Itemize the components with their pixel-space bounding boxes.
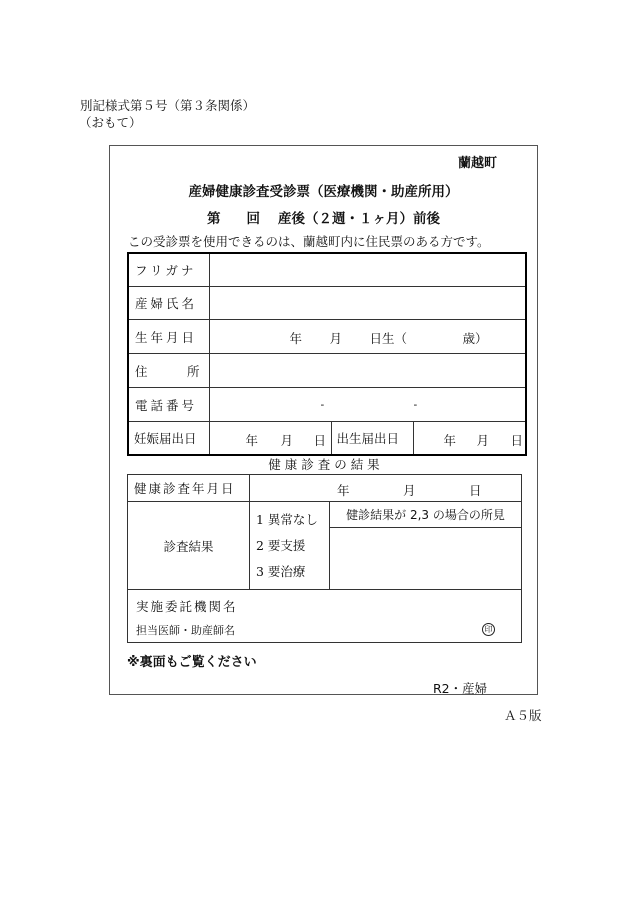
- pregnancy-report-date-field[interactable]: 年 月 日: [209, 422, 331, 456]
- findings-label: 健診結果が 2,3 の場合の所見: [330, 502, 522, 528]
- phone-field[interactable]: [209, 388, 526, 422]
- table-row: [128, 253, 526, 287]
- phone-label: 電話番号: [128, 388, 209, 422]
- subtitle-prefix: 第: [207, 211, 221, 227]
- seal-mark: 印: [482, 623, 495, 636]
- birth-year-unit: 年: [289, 331, 303, 346]
- results-table: [127, 474, 522, 643]
- birthdate-field[interactable]: [209, 320, 526, 354]
- birth-age-unit: 歳）: [462, 331, 488, 346]
- birthdate-label: 生年月日: [128, 320, 209, 354]
- card-title: 産婦健康診査受診票（医療機関・助産所用）: [188, 184, 459, 200]
- birth-month-unit: 月: [329, 331, 343, 346]
- exam-date-field[interactable]: 年 月 日: [250, 475, 522, 502]
- paper-size: Ａ５版: [504, 708, 542, 723]
- address-field[interactable]: [209, 354, 526, 388]
- phone-sep-2: -: [413, 398, 418, 411]
- result-options[interactable]: [250, 502, 330, 590]
- birth-report-date-field[interactable]: 年 月 日: [413, 422, 526, 456]
- table-row: [128, 590, 522, 643]
- town-name: 蘭越町: [458, 156, 498, 171]
- furigana-label: フリガナ: [128, 253, 209, 287]
- institution-cell[interactable]: [128, 590, 522, 643]
- name-label: 産婦氏名: [128, 287, 209, 320]
- form-code: R2・産婦: [433, 681, 488, 696]
- results-heading: 健 康 診 査 の 結 果: [268, 457, 380, 472]
- result-option-normal[interactable]: 1 異常なし: [256, 511, 318, 527]
- table-row: [128, 287, 526, 320]
- pregnancy-report-label: 妊娠届出日: [128, 422, 209, 456]
- result-option-support[interactable]: 2 要支援: [256, 537, 306, 553]
- table-row: [128, 475, 522, 502]
- back-side-note: ※裏面もご覧ください: [127, 655, 257, 670]
- table-row: [128, 320, 526, 354]
- table-row: [128, 354, 526, 388]
- exam-date-label: 健康診査年月日: [128, 475, 250, 502]
- table-row: [128, 422, 526, 456]
- form-side: （おもて）: [79, 115, 142, 130]
- table-row: [128, 388, 526, 422]
- birth-report-label: 出生届出日: [331, 422, 413, 456]
- address-label: 住 所: [128, 354, 209, 388]
- phone-sep-1: -: [320, 398, 325, 411]
- form-number: 別記様式第５号（第３条関係）: [80, 98, 256, 113]
- card-subtitle: [109, 207, 538, 227]
- birth-day-unit: 日生（: [369, 331, 408, 346]
- furigana-field[interactable]: [209, 253, 526, 287]
- subtitle-suffix: 産後（２週・１ヶ月）前後: [278, 211, 440, 227]
- eligibility-note: この受診票を使用できるのは、蘭越町内に住民票のある方です。: [128, 234, 490, 249]
- findings-field[interactable]: [330, 528, 522, 590]
- institution-label: 実施委託機関名: [136, 599, 238, 614]
- result-label: 診査結果: [128, 502, 250, 590]
- table-row: [128, 502, 522, 528]
- subtitle-mid: 回: [246, 211, 260, 227]
- patient-info-table: [127, 252, 527, 456]
- result-option-treatment[interactable]: 3 要治療: [256, 563, 306, 579]
- name-field[interactable]: [209, 287, 526, 320]
- doctor-label: 担当医師・助産師名: [136, 624, 235, 637]
